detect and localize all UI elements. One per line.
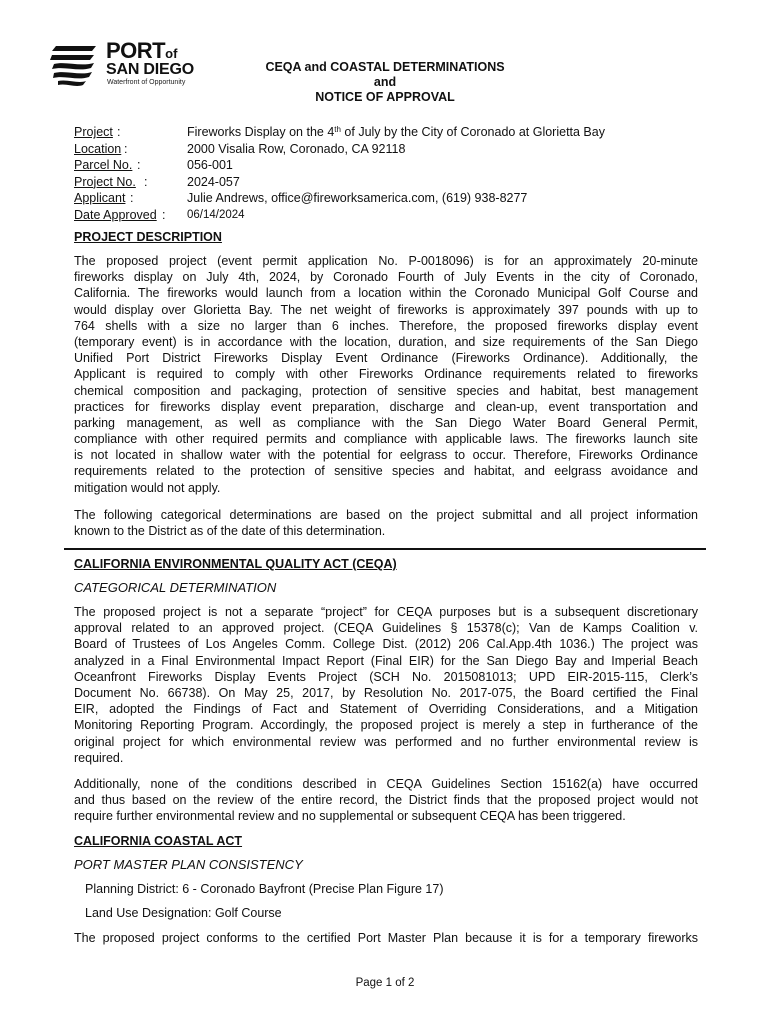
wave-logo-icon bbox=[50, 42, 100, 88]
paragraph-line: The proposed project is not a separate “project” for CEQA purposes but is a subsequent discretionary bbox=[74, 605, 698, 619]
ceqa-heading: CALIFORNIA ENVIRONMENTAL QUALITY ACT (CEQA) bbox=[74, 557, 397, 571]
paragraph-line: mitigation would not apply. bbox=[74, 480, 221, 495]
applicant-label: Applicant bbox=[74, 191, 126, 206]
logo-port-text: PORTof bbox=[106, 38, 178, 63]
paragraph-line: would display over Glorietta Bay. The net weight of fireworks is approximately 397 pounds with up to bbox=[74, 302, 698, 317]
parcel-label: Parcel No. bbox=[74, 158, 133, 173]
project-no-value: 2024-057 bbox=[187, 174, 240, 189]
page-number: Page 1 of 2 bbox=[355, 977, 415, 989]
paragraph-line: chemical composition and packaging, protection of sensitive species and habitat, best management bbox=[74, 383, 698, 398]
paragraph-line: Additionally, none of the conditions described in CEQA Guidelines Section 15162(a) have occurred bbox=[74, 777, 698, 791]
paragraph-line: Oceanfront Fireworks Display Events Project (SCH No. 2015081013; UPD EIR-2015-115, Clerk’s bbox=[74, 669, 698, 684]
section-divider bbox=[64, 548, 706, 550]
paragraph-line: Applicant is required to comply with other Fireworks Ordinance requirements related to fireworks bbox=[74, 367, 698, 382]
paragraph-line: is not located in shallow water with the potential for eelgrass to occur. Therefore, Fireworks Ordinance bbox=[74, 448, 698, 463]
paragraph-line: requirements related to the protection of sensitive species and habitat, and eelgrass avoidance and bbox=[74, 464, 698, 479]
project-description-paragraph-2 bbox=[74, 507, 698, 539]
parcel-value: 056-001 bbox=[187, 158, 233, 173]
ceqa-subheading: CATEGORICAL DETERMINATION bbox=[74, 580, 277, 595]
planning-district-text: Planning District: 6 - Coronado Bayfront (Precise Plan Figure 17) bbox=[85, 882, 444, 896]
paragraph-line: original project for which environmental review was performed and no further environmental review is bbox=[74, 734, 698, 749]
paragraph-line: (temporary event) is in accordance with the location, duration, and size requirements of the San Diego bbox=[74, 334, 698, 349]
paragraph-line: The proposed project (event permit application No. P-0018096) is for an approximately 20-minute bbox=[74, 254, 698, 268]
applicant-value: Julie Andrews, office@fireworksamerica.com, (619) 938-8277 bbox=[187, 191, 528, 206]
date-approved-label: Date Approved bbox=[74, 207, 157, 222]
paragraph-line: compliance with other required permits and compliance with applicable laws. The fireworks launch site bbox=[74, 432, 698, 447]
project-description-heading: PROJECT DESCRIPTION bbox=[74, 230, 222, 244]
paragraph-line: fireworks display on July 4th, 2024, by Coronado Fourth of July Events in the city of Coronado, bbox=[74, 270, 698, 285]
logo-san-diego-text: SAN DIEGO bbox=[106, 61, 194, 78]
port-of-san-diego-logo bbox=[50, 40, 210, 90]
coastal-subheading: PORT MASTER PLAN CONSISTENCY bbox=[74, 857, 303, 872]
logo-tagline: Waterfront of Opportunity bbox=[107, 79, 186, 86]
paragraph-line: Unified Port District Fireworks Display Event Ordinance (Fireworks Ordinance). Additionally, the bbox=[74, 351, 698, 366]
paragraph-line: The following categorical determinations are based on the project submittal and all project information bbox=[74, 508, 698, 522]
coastal-paragraph-1: The proposed project conforms to the certified Port Master Plan because it is for a temporary fireworks bbox=[74, 931, 698, 945]
paragraph-line: required. bbox=[74, 750, 124, 765]
ceqa-paragraph-1 bbox=[74, 604, 698, 766]
location-value: 2000 Visalia Row, Coronado, CA 92118 bbox=[187, 141, 406, 156]
paragraph-line: known to the District as of the date of this determination. bbox=[74, 524, 386, 539]
paragraph-line: and thus based on the review of the entire record, the District finds that the proposed project would not bbox=[74, 793, 698, 808]
document-page: PORTof SAN DIEGO Waterfront of Opportunity CEQA and COASTAL DETERMINATIONS and NOTICE OF APPROVAL Project : Fireworks Display on the 4th of July by the City of Coronado at Glorietta Bay Location : 2000 Visalia Row, Coronado, CA 92118 Parcel No. : 056-001 Project No. : 2024-057 Applicant : Julie Andrews, office@fireworksamerica.com, (619) 938-8277 Date Approved : 06/14/2024 PROJECT DESCRIPTION The proposed project (event permit application No. P-0018096) is for an approximately 20-minute fireworks display on July 4th, 2024, by Coronado Fourth of July Events in the city of Coronado, California. The fireworks would launch from a location within the Coronado Municipal Golf Course and would display over Glorietta Bay. The net weight of fireworks is approximately 397 pounds with up to 764 shells with a size no larger than 6 inches. Therefore, the proposed fireworks display event (temporary event) is in accordance with the location, duration, and size requirements of the San Diego Unified Port District Fireworks Display Event Ordinance (Fireworks Ordinance). Additionally, the Applicant is required to comply with other Fireworks Ordinance requirements related to fireworks chemical composition and packaging, protection of sensitive species and habitat, best management practices for fireworks display event preparation, discharge and clean-up, event transportation and parking management, as well as compliance with the San Diego Water Board General Permit, compliance with other required permits and compliance with applicable laws. The fireworks launch site is not located in shallow water with the potential for eelgrass to occur. Therefore, Fireworks Ordinance requirements related to the protection of sensitive species and habitat, and eelgrass avoidance and mitigation would not apply. The following categorical determinations are based on the project submittal and all project information known to the District as of the date of this determination. CALIFORNIA ENVIRONMENTAL QUALITY ACT (CEQA) CATEGORICAL DETERMINATION The proposed project is not a separate “project” for CEQA purposes but is a subsequent discretionary approval related to an approved project. (CEQA Guidelines § 15378(c); Van de Kamps Coalition v. Board of Trustees of Los Angeles Comm. College Dist. (2012) 206 Cal.App.4th 1036.) The project was analyzed in a Final Environmental Impact Report (Final EIR) for the San Diego Bay and Imperial Beach Oceanfront Fireworks Display Events Project (SCH No. 2015081013; UPD EIR-2015-115, Clerk’s Document No. 66738). On May 25, 2017, by Resolution No. 2017-075, the Board certified the Final EIR, adopted the Findings of Fact and Statement of Overriding Considerations, and a Mitigation Monitoring Reporting Program. Accordingly, the proposed project is merely a step in furtherance of the original project for which environmental review was performed and no further environmental review is required. Additionally, none of the conditions described in CEQA Guidelines Section 15162(a) have occurred and thus based on the review of the entire record, the District finds that the proposed project would not require further environmental review and no supplemental or subsequent CEQA has been triggered. CALIFORNIA COASTAL ACT PORT MASTER PLAN CONSISTENCY Planning District: 6 - Coronado Bayfront (Precise Plan Figure 17) Land Use Designation: Golf Course The proposed project conforms to the certified Port Master Plan because it is for a temporary fireworks Page 1 of 2 bbox=[0, 0, 770, 1024]
paragraph-line: parking management, as well as compliance with the San Diego Water Board General Permit, bbox=[74, 415, 698, 430]
paragraph-line: Document No. 66738). On May 25, 2017, by Resolution No. 2017-075, the Board certified the Final bbox=[74, 685, 698, 700]
paragraph-line: California. The fireworks would launch from a location within the Coronado Municipal Golf Course and bbox=[74, 286, 698, 301]
paragraph-line: require further environmental review and no supplemental or subsequent CEQA has been triggered. bbox=[74, 809, 626, 824]
land-use-designation-text: Land Use Designation: Golf Course bbox=[85, 906, 282, 920]
paragraph-line: EIR, adopted the Findings of Fact and Statement of Overriding Considerations, and a Mitigation bbox=[74, 702, 698, 717]
paragraph-line: 764 shells with a size no larger than 6 inches. Therefore, the proposed fireworks display event bbox=[74, 318, 698, 333]
paragraph-line: approval related to an approved project. (CEQA Guidelines § 15378(c); Van de Kamps Coalition v. bbox=[74, 621, 698, 636]
project-label: Project bbox=[74, 125, 113, 139]
location-label: Location bbox=[74, 141, 122, 156]
project-value: Fireworks Display on the 4th of July by the City of Coronado at Glorietta Bay bbox=[187, 125, 605, 139]
document-title: CEQA and COASTAL DETERMINATIONS and NOTICE OF APPROVAL bbox=[265, 60, 505, 104]
paragraph-line: Monitoring Reporting Program. Accordingly, the proposed project is merely a step in furtherance of the bbox=[74, 718, 698, 733]
paragraph-line: practices for fireworks display event preparation, discharge and clean-up, event transportation and bbox=[74, 399, 698, 414]
date-approved-value: 06/14/2024 bbox=[187, 208, 245, 221]
paragraph-line: Board of Trustees of Los Angeles Comm. College Dist. (2012) 206 Cal.App.4th 1036.) The project was bbox=[74, 637, 698, 652]
ceqa-paragraph-2 bbox=[74, 776, 698, 825]
coastal-act-heading: CALIFORNIA COASTAL ACT bbox=[74, 834, 243, 848]
project-no-label: Project No. bbox=[74, 174, 136, 189]
paragraph-line: analyzed in a Final Environmental Impact Report (Final EIR) for the San Diego Bay and Imperial Beach bbox=[74, 653, 698, 668]
project-description-paragraph-1 bbox=[74, 253, 698, 496]
